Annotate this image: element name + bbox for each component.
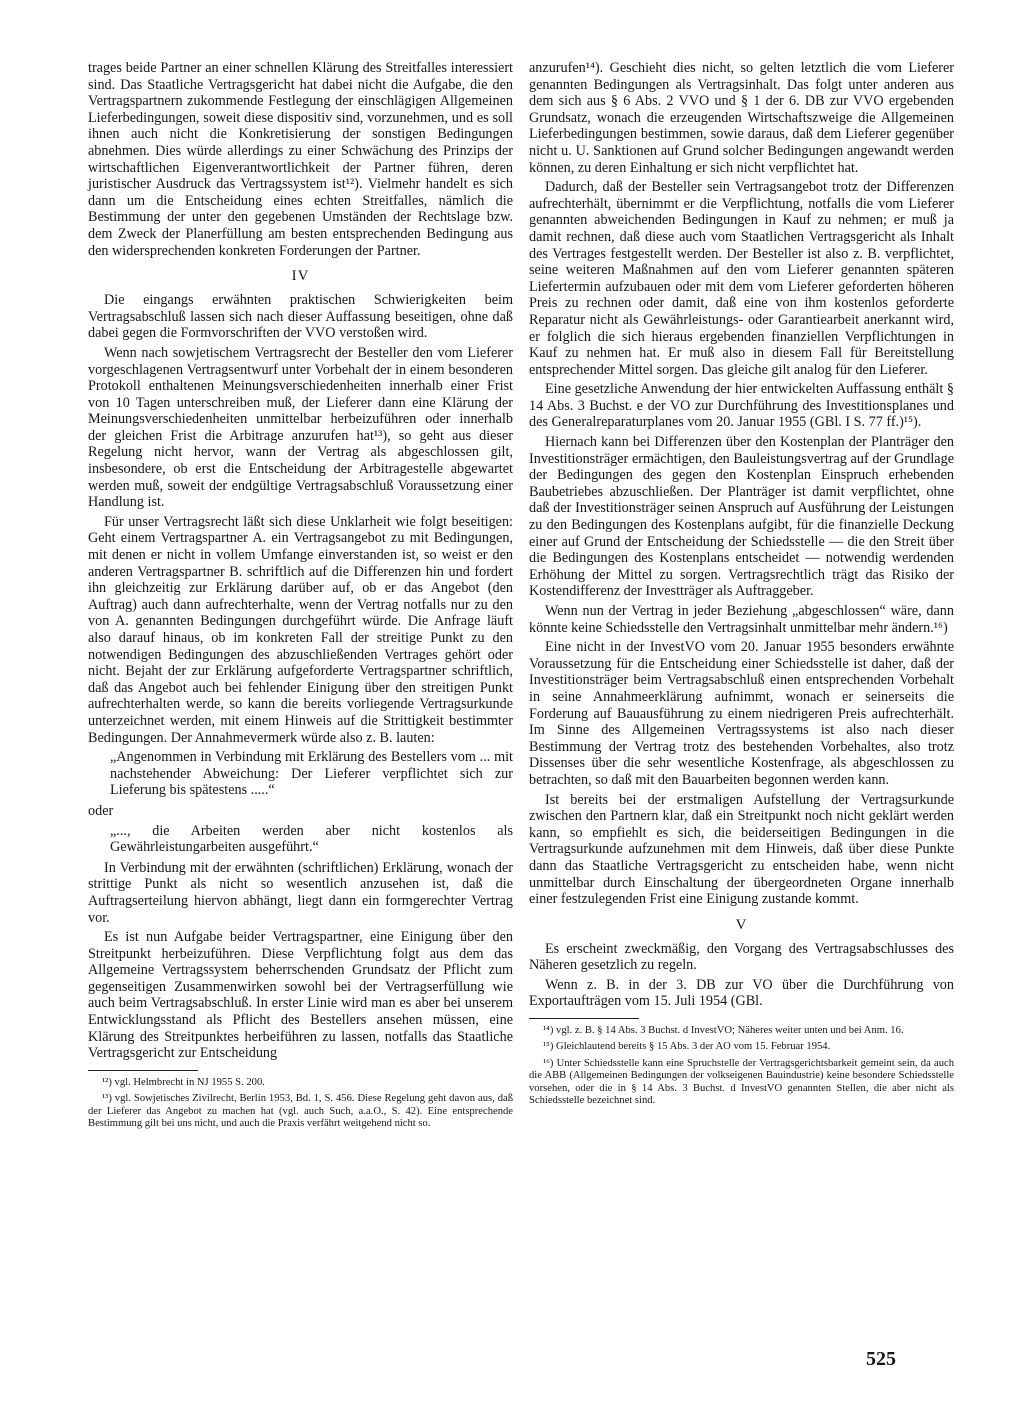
paragraph: anzurufen¹⁴). Geschieht dies nicht, so gelten letztlich die vom Lieferer genannten Bedingungen als Vertragsinhalt. Das folgt unter anderen aus dem sich aus § 6 Abs. 2 VVO und § 1 der 6. DB zur VVO ergebenden Grundsatz, wonach die erzeugenden Wirtschaftszweige die Allgemeinen Lieferbedingungen bestimmen, sowie daraus, daß dem Lieferer gegenüber nicht u. U. Sanktionen auf Grund solcher Bedingungen angewandt werden können, zu deren Einhaltung er sich nicht verpflichtet hat.	[529, 60, 954, 176]
footnote: ¹⁴) vgl. z. B. § 14 Abs. 3 Buchst. d InvestVO; Näheres weiter unten und bei Anm. 16.	[543, 1025, 904, 1037]
right-column	[529, 60, 954, 1112]
paragraph: Die eingangs erwähnten praktischen Schwierigkeiten beim Vertragsabschluß lassen sich nach dieser Auffassung beseitigen, ohne daß dabei gegen die Formvorschriften der VVO verstoßen wird.	[88, 292, 513, 342]
section-heading-v: V	[735, 916, 748, 933]
paragraph: Hiernach kann bei Differenzen über den Kostenplan der Planträger den Investitionsträger ermächtigen, den Bauleistungsvertrag auf der Grundlage der Bedingungen des gegen den Kostenplan Einspruch erhebenden Baubetriebes abzuschließen. Der Planträger ist damit verpflichtet, ohne daß der Investitionsträger seinen Anspruch auf Ausführung der Leistungen zu den Bedingungen des Kostenplans aufgibt, für die finanzielle Deckung einer auf Grund der Entscheidung der Schiedsstelle — die den Streit über die Bedingungen des Kostenplans entscheidet — notwendig werdenden Erhöhung der Mittel zu sorgen. Vertragsrechtlich trägt das Risiko der Kostendifferenz der Investträger als Auftraggeber.	[529, 434, 954, 600]
conjunction-oder: oder	[88, 802, 114, 819]
footnote: ¹²) vgl. Helmbrecht in NJ 1955 S. 200.	[102, 1076, 265, 1088]
paragraph: Wenn nun der Vertrag in jeder Beziehung „abgeschlossen“ wäre, dann könnte keine Schiedsstelle den Vertragsinhalt unmittelbar mehr ändern.¹⁶)	[529, 603, 954, 636]
paragraph: Wenn z. B. in der 3. DB zur VO über die Durchführung von Exportaufträgen vom 15. Juli 1954 (GBl.	[529, 976, 954, 1010]
footnote: ¹⁵) Gleichlautend bereits § 15 Abs. 3 der AO vom 15. Februar 1954.	[543, 1041, 831, 1053]
paragraph: Dadurch, daß der Besteller sein Vertragsangebot trotz der Differenzen aufrechterhält, übernimmt er die Verpflichtung, notfalls die vom Lieferer genannten abweichenden Bedingungen in Kauf zu nehmen; er muß ja damit rechnen, daß diese auch vom Staatlichen Vertragsgericht als Inhalt des Vertrages festgestellt werden. Der Besteller ist also z. B. verpflichtet, seine weiteren Maßnahmen auf den vom Lieferer genannten späteren Liefertermin aufzubauen oder mit dem vom Lieferer geforderten höheren Preis zu rechnen oder damit, daß eine von ihm kostenlos geforderte Reparatur nicht als Gewährleistungs- oder Garantiearbeit anerkannt wird, er folglich die sich hieraus ergebenden finanziellen Verpflichtungen in Kauf zu nehmen hat. Er muß also in diesem Fall für Bereitstellung entsprechender Mittel sorgen. Das gleiche gilt analog für den Lieferer.	[529, 179, 954, 378]
left-column	[88, 60, 513, 1134]
paragraph: Für unser Vertragsrecht läßt sich diese Unklarheit wie folgt beseitigen: Geht einem Vertragspartner A. ein Vertragsangebot zu mit Bedingungen, mit denen er nicht in vollem Umfange einverstanden ist, so weist er den anderen Vertragspartner B. schriftlich auf die Differenzen hin und fordert ihn gleichzeitig zur Erklärung darüber auf, ob er das Angebot (den Auftrag) auch dann aufrechterhalte, wenn der Vertrag notfalls nur zu den von A. genannten Bedingungen durchgeführt würde. Die Anfrage läuft also darauf hinaus, ob im konkreten Fall der streitige Punkt zu den notwendigen Bedingungen des abzuschließenden Vertrages gehört oder nicht. Bejaht der zur Erklärung aufgeforderte Vertragspartner schriftlich, daß das Angebot auch bei fehlender Einigung über den streitigen Punkt aufrechterhalten werde, so kann die bereits vorliegende Vertragsurkunde unterzeichnet werden, mit einem Hinweis auf die Strittigkeit bestimmter Bedingungen. Der Annahmevermerk würde also z. B. lauten:	[88, 513, 513, 746]
paragraph: Es ist nun Aufgabe beider Vertragspartner, eine Einigung über den Streitpunkt herbeizuführen. Diese Verpflichtung folgt aus dem das Allgemeine Vertragssystem beherrschenden Grundsatz der Pflicht zum gegenseitigen Zusammenwirken sowohl bei der Vertragserfüllung wie auch beim Vertragsabschluß. In erster Linie wird man es aber bei unserem Entwicklungsstand als Pflicht des Bestellers ansehen müssen, eine Klärung des Streitpunktes herbeiführen zu lassen, notfalls das Staatliche Vertragsgericht zur Entscheidung	[88, 929, 513, 1062]
footnote-separator	[529, 1018, 639, 1019]
paragraph: Ist bereits bei der erstmaligen Aufstellung der Vertragsurkunde zwischen den Partnern klar, daß ein Streitpunkt noch nicht geklärt werden kann, so empfiehlt es sich, die beiderseitigen Bedingungen in die Vertragsurkunde aufzunehmen mit dem Hinweis, daß über diese Punkte dann das Staatliche Vertragsgericht zu entscheiden habe, wenn nicht unmittelbar durch Einschaltung der übergeordneten Organe innerhalb einer festzulegenden Frist eine Einigung zustande kommt.	[529, 791, 954, 908]
quoted-acceptance-note: „Angenommen in Verbindung mit Erklärung des Bestellers vom ... mit nachstehender Abweichung: Der Lieferer verpflichtet sich zur Lieferung bis spätestens .....“	[110, 749, 513, 799]
footnote: ¹³) vgl. Sowjetisches Zivilrecht, Berlin 1953, Bd. 1, S. 456. Diese Regelung geht davon aus, daß der Lieferer das Angebot zu machen hat (vgl. auch Such, a.a.O., S. 42). Eine entsprechende Bestimmung gilt bei uns nicht, und auch die Praxis verfährt weitgehend nicht so.	[88, 1093, 513, 1130]
footnote-separator	[88, 1070, 198, 1071]
footnote: ¹⁶) Unter Schiedsstelle kann eine Spruchstelle der Vertragsgerichtsbarkeit gemeint sein, da auch die ABB (Allgemeinen Bedingungen der volkseigenen Bauindustrie) keine besondere Schiedsstelle vorsehen, oder die in § 14 Abs. 3 Buchst. d InvestVO genannten Stellen, die aber nicht als Schiedsstelle bezeichnet sind.	[529, 1057, 954, 1107]
paragraph: Eine gesetzliche Anwendung der hier entwickelten Auffassung enthält § 14 Abs. 3 Buchst. e der VO zur Durchführung des Investitionsplanes und des Generalreparaturplanes vom 20. Januar 1955 (GBl. I S. 77 ff.)¹⁵).	[529, 381, 954, 431]
paragraph: Wenn nach sowjetischem Vertragsrecht der Besteller den vom Lieferer vorgeschlagenen Vertragsentwurf unter Vorbehalt der in einem besonderen Protokoll enthaltenen Meinungsverschiedenheiten innerhalb einer Frist von 10 Tagen unterschreiben muß, der Lieferer dann eine Klärung der Meinungsverschiedenheiten unmittelbar herbeizuführen oder innerhalb der gleichen Frist die Arbitrage anzurufen hat¹³), so geht aus dieser Regelung nicht hervor, wann der Vertrag als abgeschlossen gilt, insbesondere, ob erst die Entscheidung der Arbitragestelle abgewartet werden muß, soweit der endgültige Vertragsabschluß Voraussetzung einer Handlung ist.	[88, 344, 513, 511]
quoted-acceptance-note: „..., die Arbeiten werden aber nicht kostenlos als Gewährleistungarbeiten ausgeführt.“	[110, 822, 513, 856]
paragraph: trages beide Partner an einer schnellen Klärung des Streitfalles interessiert sind. Das Staatliche Vertragsgericht hat dabei nicht die Aufgabe, die den Vertragspartnern zukommende Festlegung der einschlägigen Allgemeinen Lieferbedingungen, soweit diese dispositiv sind, vorzunehmen, und es soll ihnen auch nicht die Konkretisierung der sonstigen Bedingungen abnehmen. Dies würde allerdings zu einer Schwächung des Prinzips der wirtschaftlichen Eigenverantwortlichkeit der Partner führen, deren juristischer Ausdruck das Vertragssystem ist¹²). Vielmehr handelt es sich dann um die Entscheidung eines echten Streitfalles, nämlich die Bestimmung der unter den gegebenen Umständen der Rechtslage bzw. dem Zweck der Planerfüllung am besten entsprechenden Bedingung aus den widersprechenden konkreten Forderungen der Partner.	[88, 60, 513, 259]
paragraph: In Verbindung mit der erwähnten (schriftlichen) Erklärung, wonach der strittige Punkt als nicht so wesentlich anzusehen ist, daß die Auftragserteilung hiervon abhängt, liegt dann ein formgerechter Vertrag vor.	[88, 859, 513, 926]
section-heading-iv: IV	[291, 268, 310, 285]
paragraph: Es erscheint zweckmäßig, den Vorgang des Vertragsabschlusses des Näheren gesetzlich zu regeln.	[529, 940, 954, 974]
paragraph: Eine nicht in der InvestVO vom 20. Januar 1955 besonders erwähnte Voraussetzung für die Entscheidung einer Schiedsstelle ist daher, daß der Investitionsträger beim Vertragsabschluß einen entsprechenden Vorbehalt in seine Annahmeerklärung aufnimmt, wonach er seinerseits die Forderung auf Bauausführung zu einem niedrigeren Preis aufrechterhält. Im Sinne des Allgemeinen Vertragssystems ist also nach dieser Bestimmung der Vertrag trotz des bestehenden Vorbehaltes, also trotz Dissenses über die sehr wesentliche Kostenfrage, als abgeschlossen zu betrachten, so daß mit den Bauarbeiten begonnen werden kann.	[529, 639, 954, 788]
page-number: 525	[866, 1348, 896, 1370]
